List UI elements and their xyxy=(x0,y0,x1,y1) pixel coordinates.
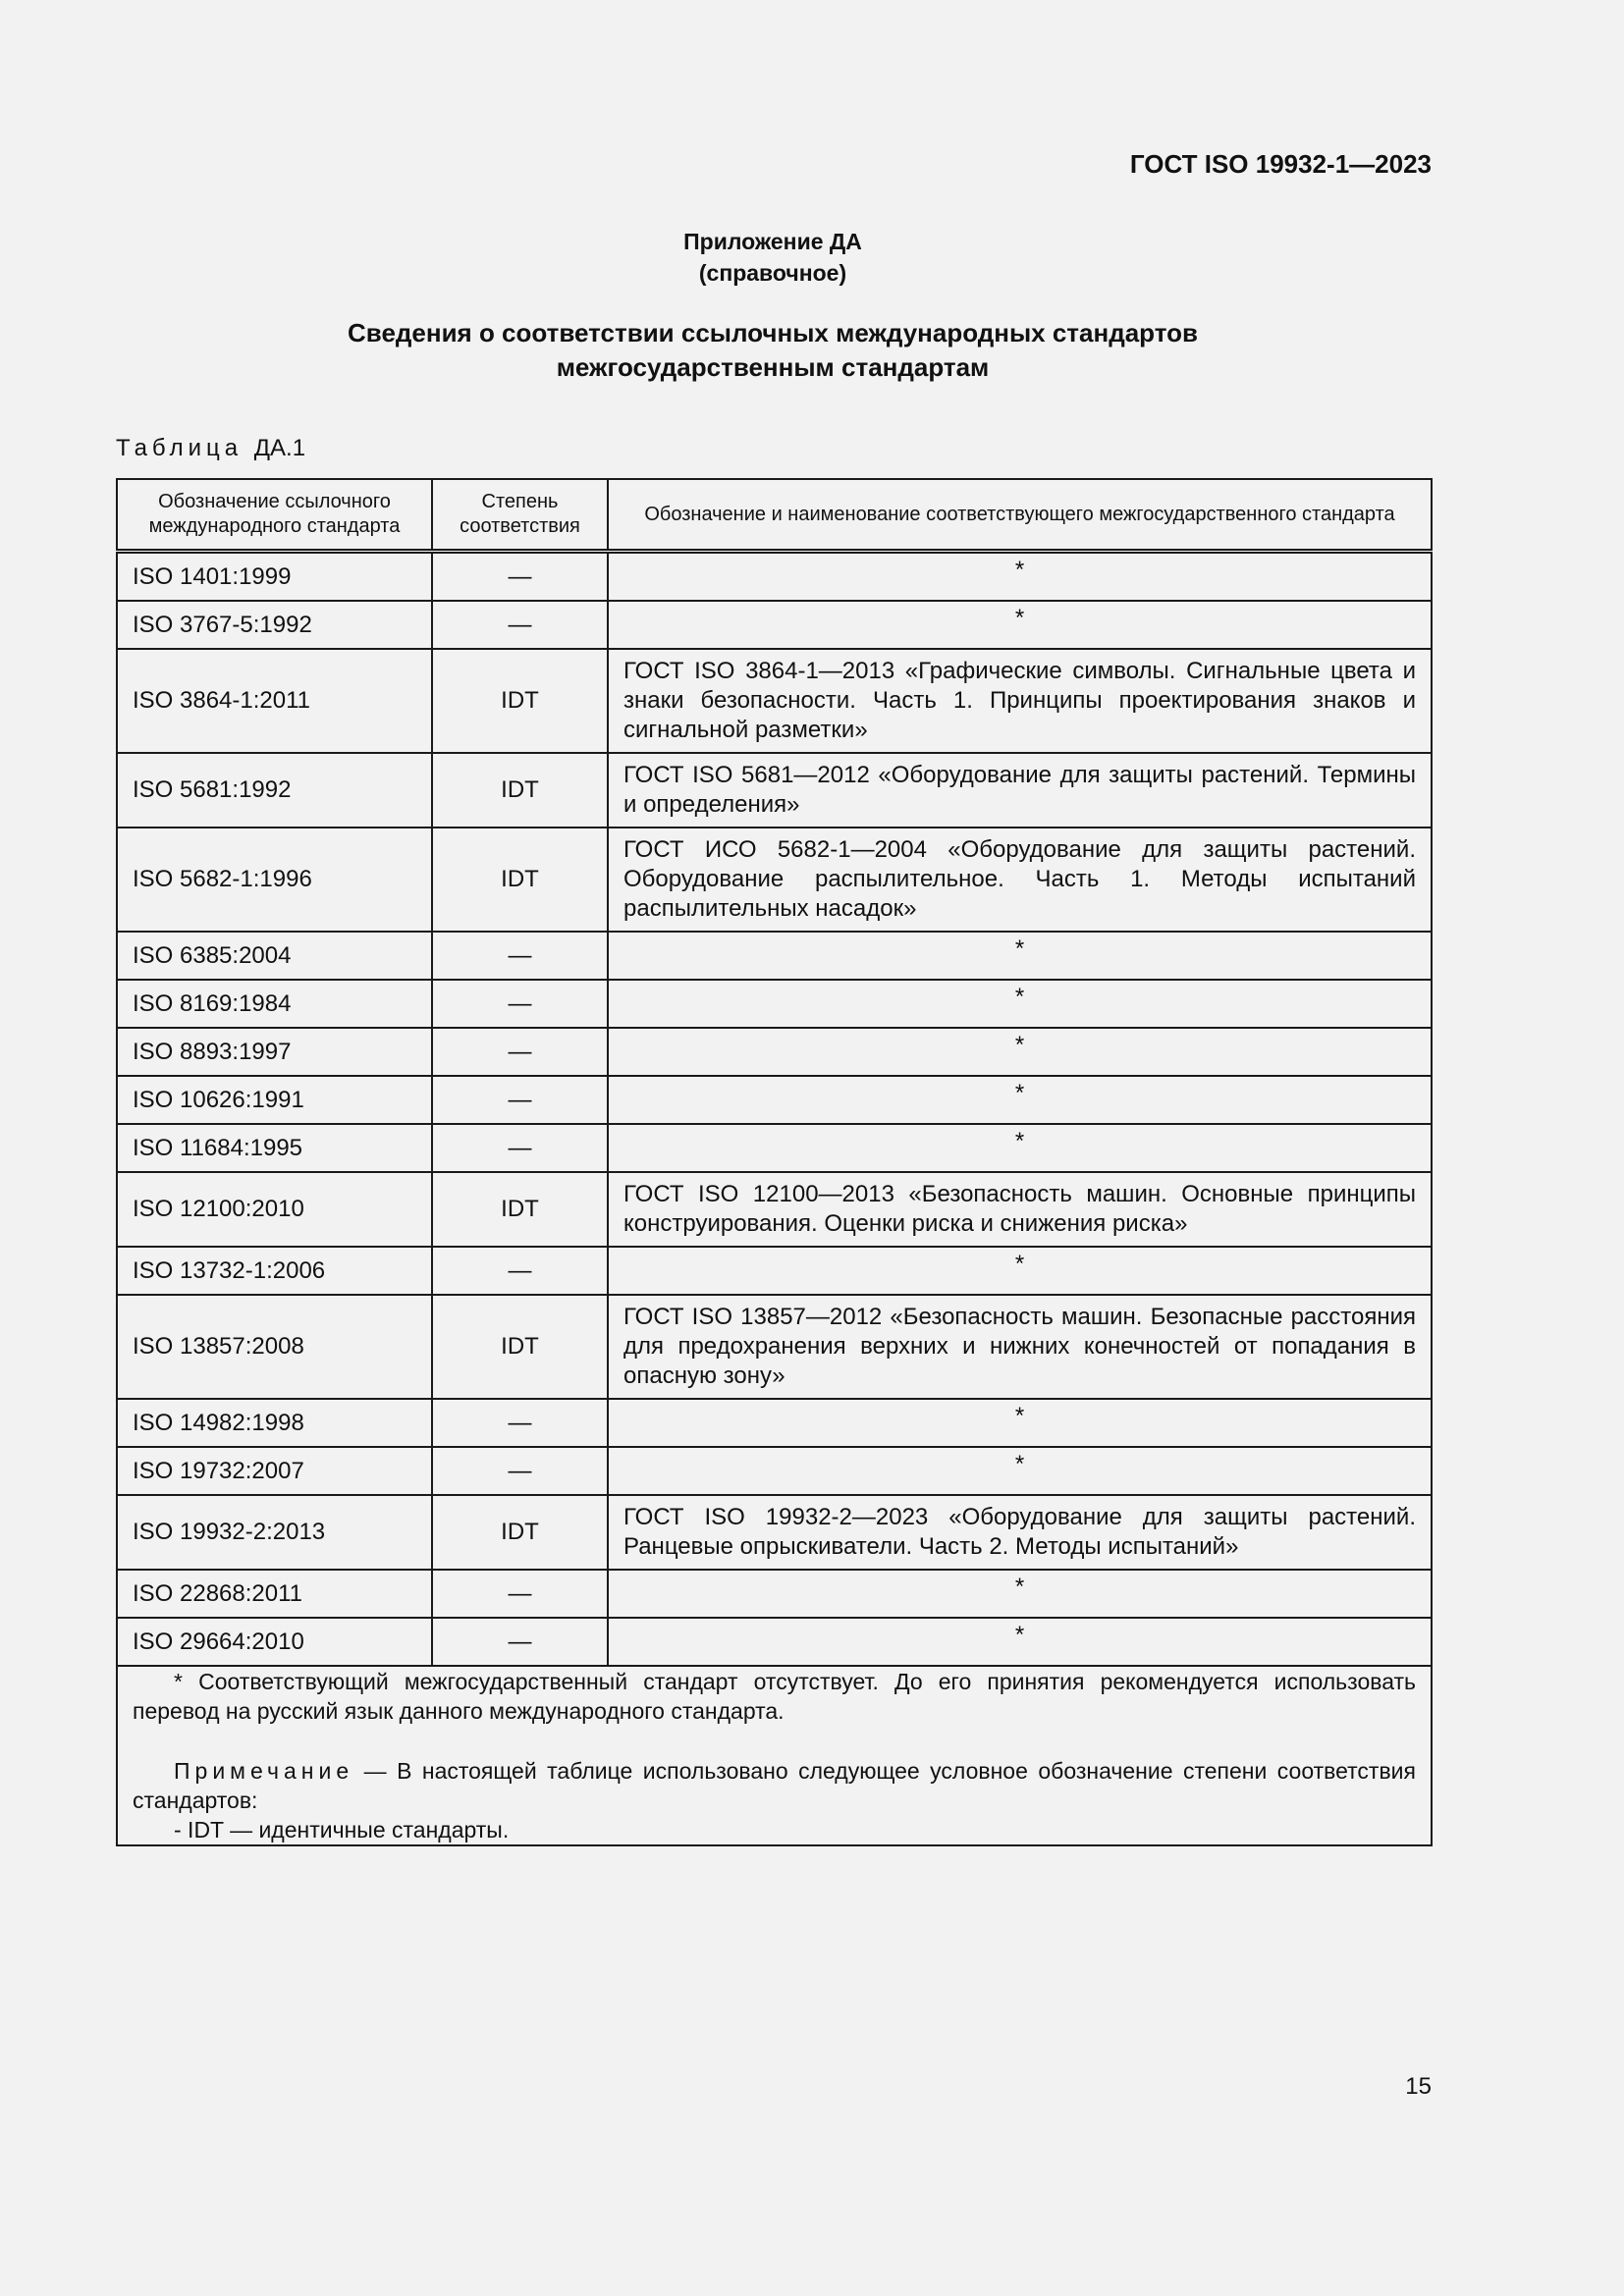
national-standard-cell: * xyxy=(608,1399,1432,1447)
degree-cell: — xyxy=(432,980,608,1028)
table-label xyxy=(116,435,305,462)
degree-cell: — xyxy=(432,1076,608,1124)
national-standard-cell: * xyxy=(608,1447,1432,1495)
international-standard-cell: ISO 5682-1:1996 xyxy=(117,828,432,932)
national-standard-cell: ГОСТ ISO 19932-2—2023 «Оборудование для защиты растений. Ранцевые опрыскиватели. Часть 2. Методы испытаний» xyxy=(608,1495,1432,1570)
degree-cell: IDT xyxy=(432,649,608,753)
page-number: 15 xyxy=(1405,2073,1432,2100)
table-row xyxy=(117,601,1432,649)
table-row xyxy=(117,1247,1432,1295)
table-row xyxy=(117,649,1432,753)
appendix-heading xyxy=(0,226,1545,289)
national-standard-cell: ГОСТ ISO 3864-1—2013 «Графические символы. Сигнальные цвета и знаки безопасности. Часть 1. Принципы проектирования знаков и сигнальной разметки» xyxy=(608,649,1432,753)
table-row xyxy=(117,1172,1432,1247)
international-standard-cell: ISO 3767-5:1992 xyxy=(117,601,432,649)
section-title-line-2: межгосударственным стандартам xyxy=(556,352,990,382)
national-standard-cell: ГОСТ ISO 13857—2012 «Безопасность машин. Безопасные расстояния для предохранения верхних и нижних конечностей от попадания в опасную зону» xyxy=(608,1295,1432,1399)
degree-cell: IDT xyxy=(432,1172,608,1247)
national-standard-cell: ГОСТ ISO 12100—2013 «Безопасность машин. Основные принципы конструирования. Оценки риска и снижения риска» xyxy=(608,1172,1432,1247)
international-standard-cell: ISO 1401:1999 xyxy=(117,552,432,602)
degree-cell: — xyxy=(432,1447,608,1495)
degree-cell: IDT xyxy=(432,828,608,932)
international-standard-cell: ISO 6385:2004 xyxy=(117,932,432,980)
degree-cell: IDT xyxy=(432,1295,608,1399)
note-text: — В настоящей таблице использовано следующее условное обозначение степени соответствия стандартов: xyxy=(133,1758,1416,1813)
table-header-row xyxy=(117,479,1432,552)
international-standard-cell: ISO 19732:2007 xyxy=(117,1447,432,1495)
header-degree-of-conformity: Степень соответствия xyxy=(432,479,608,552)
table-footnote xyxy=(117,1666,1432,1845)
national-standard-cell: * xyxy=(608,552,1432,602)
table-row xyxy=(117,552,1432,602)
international-standard-cell: ISO 13732-1:2006 xyxy=(117,1247,432,1295)
national-standard-cell: * xyxy=(608,980,1432,1028)
degree-cell: — xyxy=(432,601,608,649)
international-standard-cell: ISO 11684:1995 xyxy=(117,1124,432,1172)
table-body xyxy=(117,552,1432,1846)
international-standard-cell: ISO 10626:1991 xyxy=(117,1076,432,1124)
international-standard-cell: ISO 12100:2010 xyxy=(117,1172,432,1247)
international-standard-cell: ISO 8169:1984 xyxy=(117,980,432,1028)
header-international-standard: Обозначение ссылочного международного стандарта xyxy=(117,479,432,552)
degree-cell: — xyxy=(432,1570,608,1618)
appendix-title: Приложение ДА xyxy=(683,229,862,254)
table-label-word: Таблица xyxy=(116,435,244,461)
table-footnote-row xyxy=(117,1666,1432,1845)
footnote-text: * Соответствующий межгосударственный стандарт отсутствует. До его принятия рекомендуется использовать перевод на русский язык данного международного стандарта. xyxy=(133,1669,1416,1724)
standards-table xyxy=(116,478,1433,1846)
international-standard-cell: ISO 14982:1998 xyxy=(117,1399,432,1447)
national-standard-cell: ГОСТ ИСО 5682-1—2004 «Оборудование для защиты растений. Оборудование распылительное. Часть 1. Методы испытаний распылительных насадок» xyxy=(608,828,1432,932)
table-row xyxy=(117,828,1432,932)
degree-cell: — xyxy=(432,1399,608,1447)
national-standard-cell: * xyxy=(608,932,1432,980)
table-row xyxy=(117,1028,1432,1076)
international-standard-cell: ISO 5681:1992 xyxy=(117,753,432,828)
note-item: - IDT — идентичные стандарты. xyxy=(174,1817,510,1842)
header-national-standard: Обозначение и наименование соответствующего межгосударственного стандарта xyxy=(608,479,1432,552)
degree-cell: — xyxy=(432,1618,608,1666)
table-row xyxy=(117,1570,1432,1618)
appendix-subtitle: (справочное) xyxy=(698,260,847,286)
international-standard-cell: ISO 22868:2011 xyxy=(117,1570,432,1618)
document-code: ГОСТ ISO 19932-1—2023 xyxy=(1129,149,1432,179)
degree-cell: — xyxy=(432,1247,608,1295)
national-standard-cell: * xyxy=(608,1076,1432,1124)
table-row xyxy=(117,1618,1432,1666)
national-standard-cell: * xyxy=(608,1570,1432,1618)
table-row xyxy=(117,932,1432,980)
degree-cell: IDT xyxy=(432,753,608,828)
national-standard-cell: * xyxy=(608,1247,1432,1295)
table-label-number: ДА.1 xyxy=(253,435,306,461)
section-title xyxy=(0,316,1545,385)
international-standard-cell: ISO 8893:1997 xyxy=(117,1028,432,1076)
footnote-gap xyxy=(133,1726,1416,1756)
table-row xyxy=(117,753,1432,828)
degree-cell: — xyxy=(432,1124,608,1172)
international-standard-cell: ISO 13857:2008 xyxy=(117,1295,432,1399)
national-standard-cell: * xyxy=(608,1028,1432,1076)
degree-cell: — xyxy=(432,932,608,980)
table-row xyxy=(117,1495,1432,1570)
table-row xyxy=(117,1076,1432,1124)
note-paragraph xyxy=(133,1756,1416,1815)
degree-cell: IDT xyxy=(432,1495,608,1570)
table-row xyxy=(117,1447,1432,1495)
degree-cell: — xyxy=(432,1028,608,1076)
international-standard-cell: ISO 29664:2010 xyxy=(117,1618,432,1666)
national-standard-cell: * xyxy=(608,1618,1432,1666)
note-label: Примечание xyxy=(174,1758,354,1784)
table-row xyxy=(117,1399,1432,1447)
section-title-line-1: Сведения о соответствии ссылочных международных стандартов xyxy=(348,318,1198,347)
table-row xyxy=(117,980,1432,1028)
table-row xyxy=(117,1295,1432,1399)
international-standard-cell: ISO 19932-2:2013 xyxy=(117,1495,432,1570)
national-standard-cell: * xyxy=(608,1124,1432,1172)
table-row xyxy=(117,1124,1432,1172)
degree-cell: — xyxy=(432,552,608,602)
international-standard-cell: ISO 3864-1:2011 xyxy=(117,649,432,753)
national-standard-cell: ГОСТ ISO 5681—2012 «Оборудование для защиты растений. Термины и определения» xyxy=(608,753,1432,828)
national-standard-cell: * xyxy=(608,601,1432,649)
